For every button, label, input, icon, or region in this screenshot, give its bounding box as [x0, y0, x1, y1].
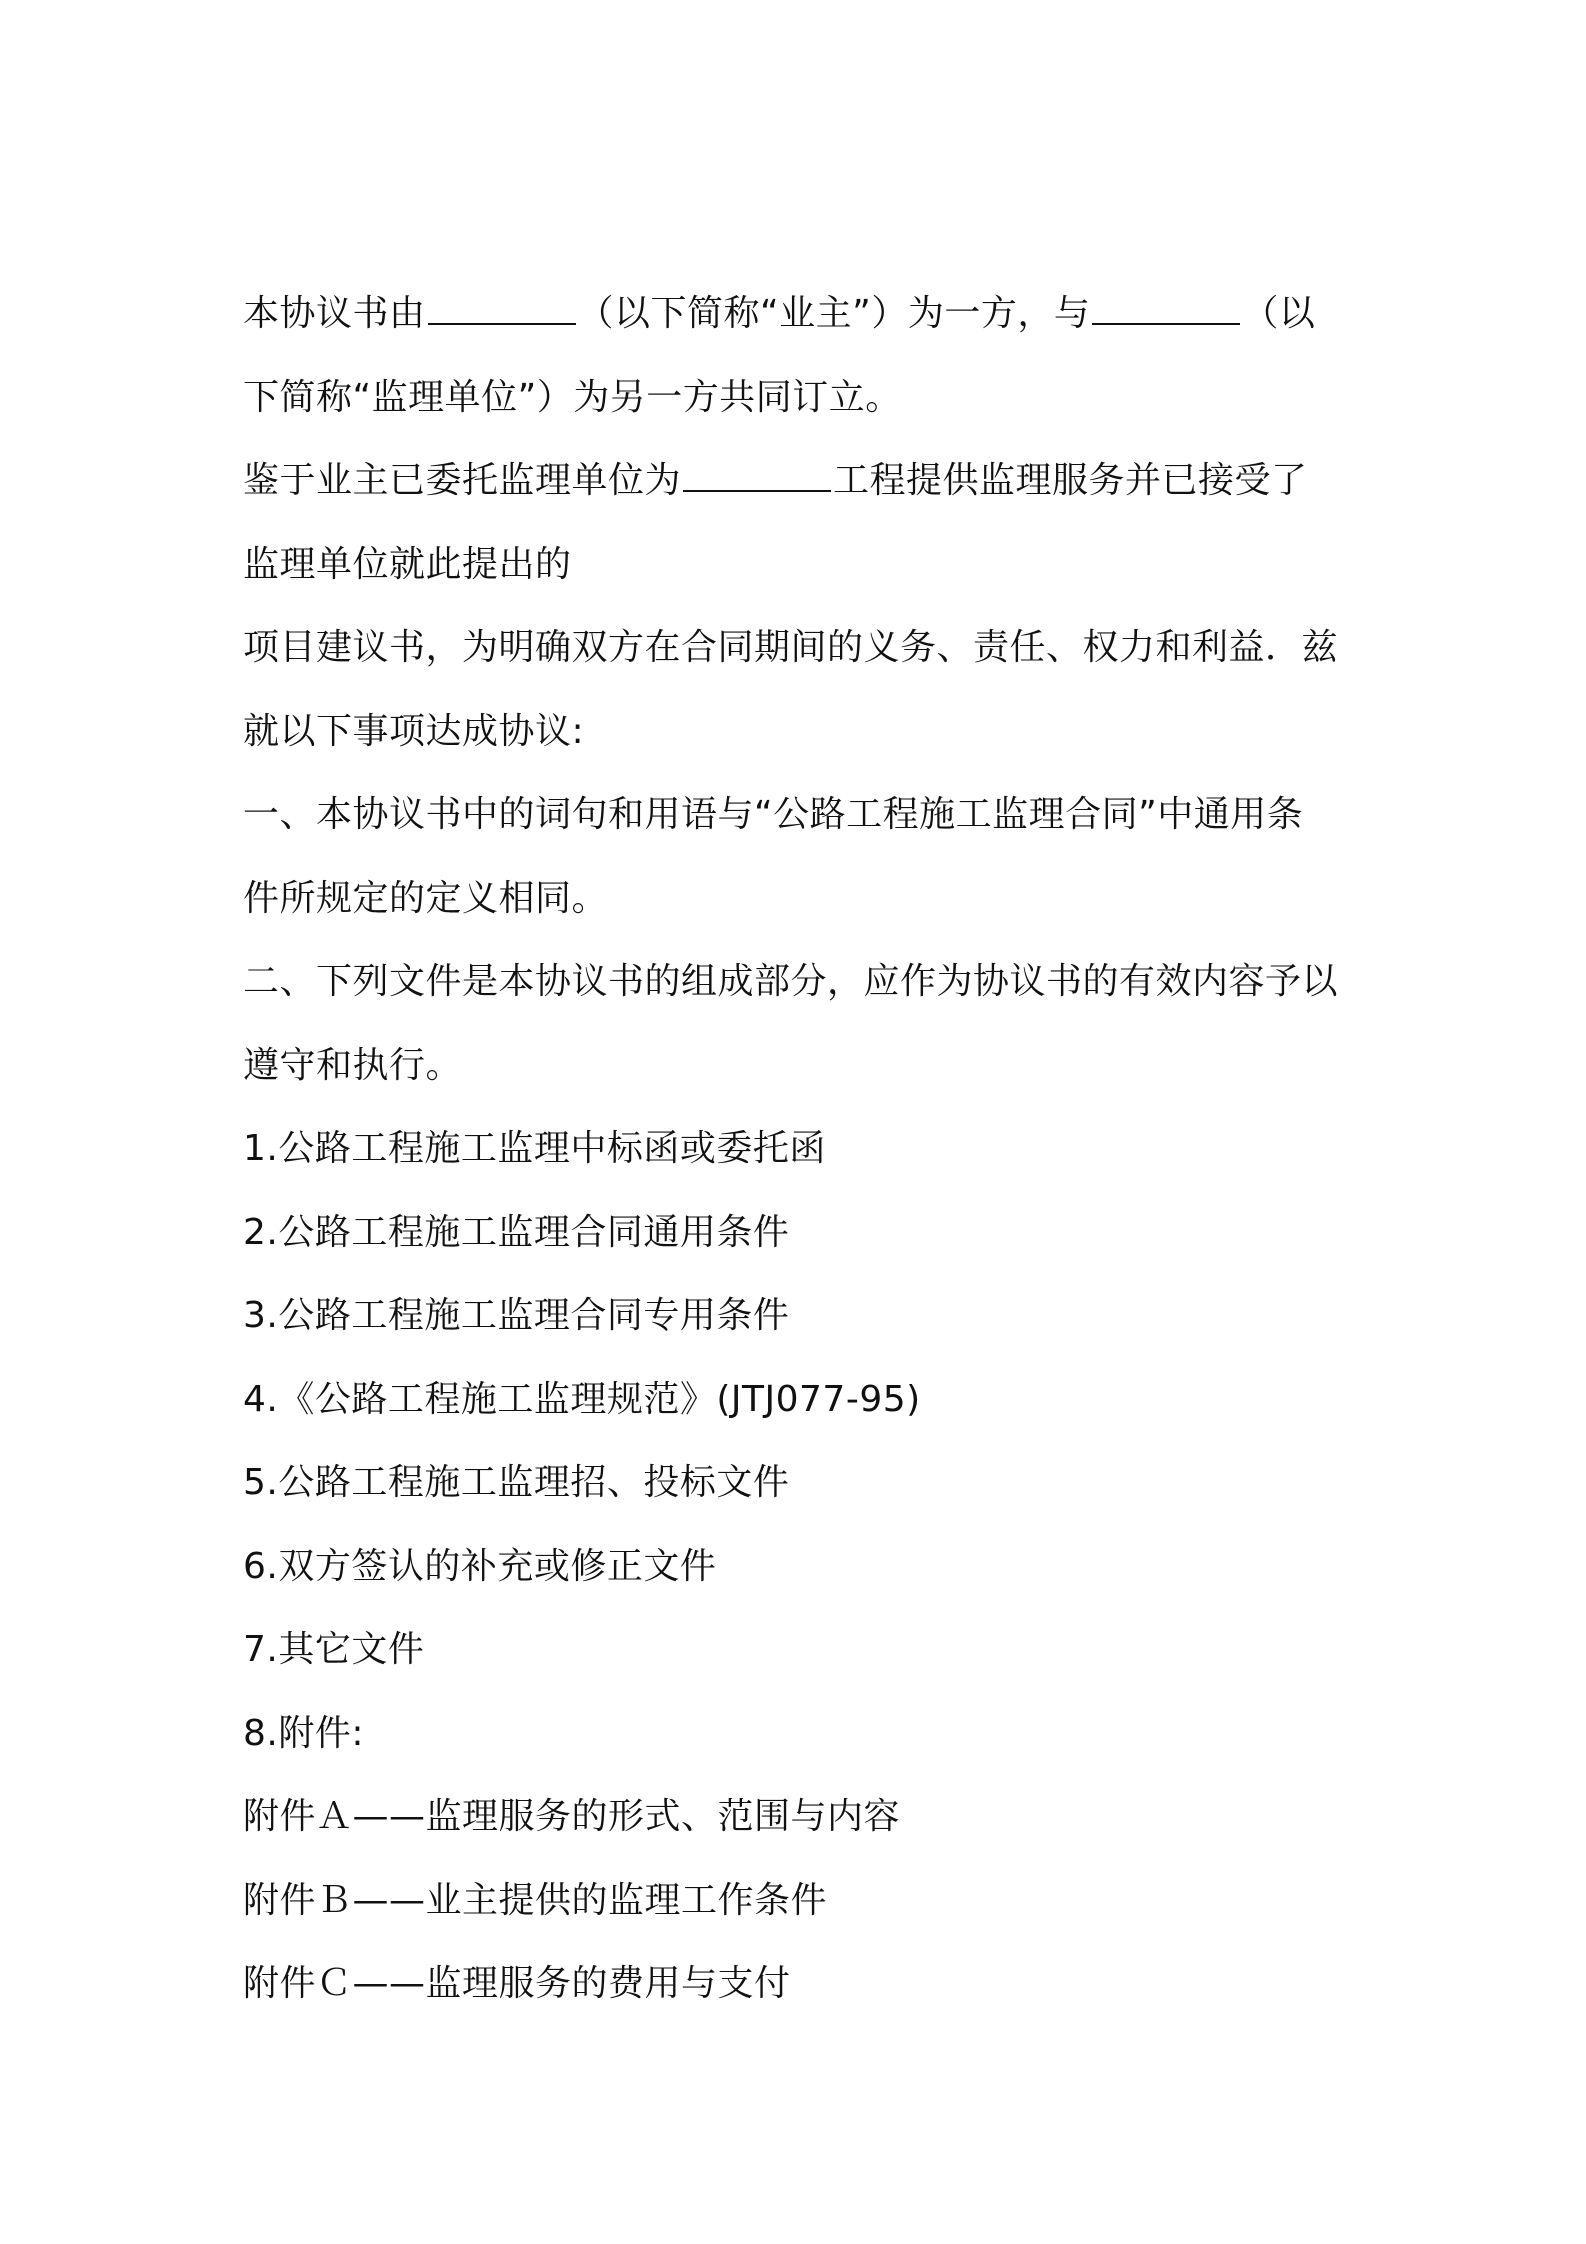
paragraph-purpose-line-1: 项目建议书，为明确双方在合同期间的义务、责任、权力和利益．兹: [243, 627, 1339, 668]
document-body: [243, 272, 1363, 2026]
list-item: 1.公路工程施工监理中标函或委托函: [243, 1128, 826, 1169]
list-item: 6.双方签认的补充或修正文件: [243, 1545, 717, 1587]
owner-name-blank: [428, 293, 576, 325]
text-segment: （以下简称“业主”）为一方，与: [577, 293, 1091, 334]
list-item: 3.公路工程施工监理合同专用条件: [243, 1295, 790, 1336]
paragraph-purpose-line-2: 就以下事项达成协议:: [243, 710, 585, 752]
list-item: 8.附件:: [243, 1712, 364, 1754]
attachment-item: 附件Ａ——监理服务的形式、范围与内容: [243, 1796, 901, 1837]
clause-1-line-2: 件所规定的定义相同。: [243, 877, 609, 919]
clause-2-line-2: 遵守和执行。: [243, 1044, 463, 1086]
text-segment: 本协议书由: [243, 293, 426, 334]
clause-2-line-1: 二、下列文件是本协议书的组成部分，应作为协议书的有效内容予以: [243, 961, 1339, 1002]
list-item: 2.公路工程施工监理合同通用条件: [243, 1211, 790, 1253]
text-segment: 鉴于业主已委托监理单位为: [243, 460, 682, 501]
project-name-blank: [683, 460, 831, 492]
paragraph-whereas-line-2: 监理单位就此提出的: [243, 543, 572, 585]
paragraph-parties-line-2: 下简称“监理单位”）为另一方共同订立。: [243, 376, 902, 418]
attachment-item: 附件Ｂ——业主提供的监理工作条件: [243, 1879, 828, 1921]
list-item: 7.其它文件: [243, 1629, 425, 1670]
paragraph-parties-line-1: [243, 272, 1363, 356]
list-item: 4.《公路工程施工监理规范》(JTJ077-95): [243, 1378, 921, 1420]
attachment-item: 附件Ｃ——监理服务的费用与支付: [243, 1963, 791, 2004]
list-item: 5.公路工程施工监理招、投标文件: [243, 1462, 790, 1503]
paragraph-whereas-line-1: [243, 439, 1363, 523]
text-segment: （以: [1242, 293, 1316, 334]
text-segment: 工程提供监理服务并已接受了: [833, 460, 1308, 501]
clause-1-line-1: 一、本协议书中的词句和用语与“公路工程施工监理合同”中通用条: [243, 794, 1304, 835]
supervisor-name-blank: [1092, 293, 1240, 325]
